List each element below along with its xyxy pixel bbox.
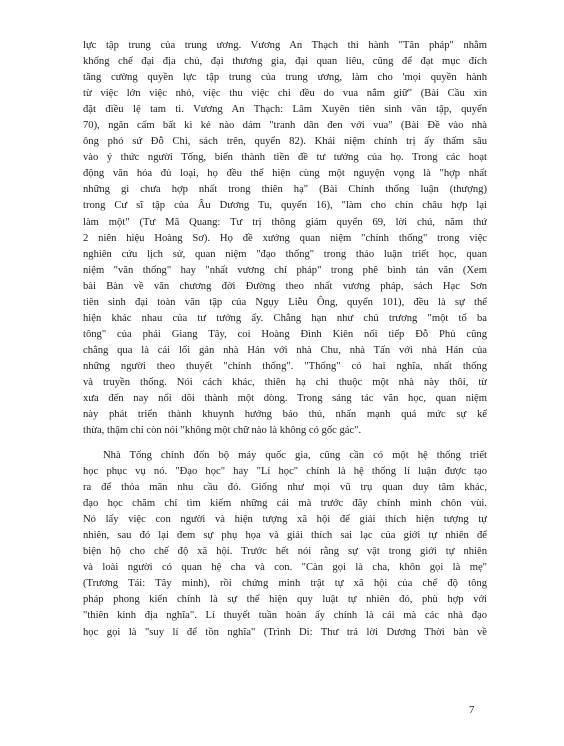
text-line: tăng cường quyền lực tập trung của trung ương, làm cho 'mọi quyền hành [83, 72, 487, 84]
text-line: hiện khác nhau của tư tưởng ấy. Chẳng hạn như chủ trương "một tổ ba [83, 312, 487, 324]
text-line: tiên sinh đại toàn văn tập của Ngụy Liễu Ông, quyển 101), đều là sự thể [83, 296, 487, 308]
text-line: niệm "văn thống" hay "nhất vương chỉ pháp" trong phê bình tản văn (Xem [83, 264, 487, 276]
text-line: "thiên kinh địa nghĩa". Lí thuyết tuần hoàn ấy chính là cái mà các nhà đạo [83, 610, 487, 622]
text-line: nghiên cứu lịch sử, quan niệm "đạo thống" trong thảo luận triết học, quan [83, 248, 487, 260]
text-line: tông" của phái Giang Tây, coi Hoàng Đình Kiên nối tiếp Đỗ Phủ cũng [83, 328, 487, 340]
text-line: làm một" (Tư Mã Quang: Tư trị thông giám quyển 69, lời chú, năm thứ [83, 216, 487, 228]
text-line: pháp phong kiến chính là sự thể hiện quy luật tự nhiên đó, phù hợp với [83, 594, 487, 606]
text-line: từ việc lớn việc nhỏ, việc thu việc chi đều do vua nắm giữ" (Bài Cầu xin [83, 88, 487, 100]
text-line: (Trương Tái: Tây minh), rồi chứng minh trật tự xã hội của chế độ tông [83, 578, 487, 590]
text-line: những người theo thuyết "chính thống". "Thống" có hai nghĩa, nhất thống [83, 360, 487, 372]
text-line: đạo học chăm chỉ tìm kiếm những cái mà trước đây chính mình chôn vùi. [83, 498, 487, 510]
text-line: nhiên, sau đó lại đem sự phụ họa và giải thích sai lạc của giới tự nhiên để [83, 530, 487, 542]
paragraph-1 [83, 38, 487, 439]
text-line: Nó lấy việc con người và hiện tượng xã hội để giải thích hiện tượng tự [83, 514, 487, 526]
text-line: ra để thỏa mãn nhu cầu đó. Giống như mọi vũ trụ quan duy tâm khác, [83, 482, 487, 494]
text-line: và loài người có quan hệ cha và con. "Càn gọi là cha, khôn gọi là mẹ" [83, 562, 487, 574]
text-line: chẳng qua là cái lối gán nhà Hán với nhà Chu, nhà Tấn với nhà Hán của [83, 344, 487, 356]
text-line: bài Bàn về văn chương đời Đường theo nhất vương pháp, sách Hạc Sơn [83, 280, 487, 292]
text-line: đặt điều lệ tam ti. Vương An Thạch: Lâm Xuyên tiên sinh văn tập, quyển [83, 104, 487, 116]
text-line: thừa, thậm chí còn nói "không một chữ nào là không có gốc gác". [83, 425, 362, 437]
text-line: biện hộ cho chế độ xã hội. Trước hết nói rằng sự vật trong giới tự nhiên [83, 546, 487, 558]
text-line: và truyền thống. Nói cách khác, thiên hạ chỉ thuộc một nhà này thôi, từ [83, 376, 487, 388]
paragraph-2 [83, 448, 487, 641]
text-line: vào ý thức người Tống, biến thành tiền đề tư tưởng của họ. Trong các hoạt [83, 152, 487, 164]
text-line: trong Cư sĩ tập của Âu Dương Tu, quyển 16), "làm cho chín châu hợp lại [83, 200, 487, 212]
page-number: 7 [469, 704, 475, 716]
text-line: 70), ngăn cấm bất kì kẻ nào dám "tranh dân đen với vua" (Bài Đề vào nhà [83, 120, 487, 132]
text-line: những gì chưa hợp nhất trong thiên hạ" (Bài Chính thống luận (thượng) [83, 184, 487, 196]
text-line: học gọi là "suy lí để tồn nghĩa" (Trình Di: Thư trả lời Dương Thời bàn về [83, 626, 487, 638]
text-line: lực tập trung của trung ương. Vương An Thạch thi hành "Tân pháp" nhằm [83, 40, 487, 51]
text-line: này phát triển thành khuynh hướng bảo thủ, nhấn mạnh quá mức sự kế [83, 409, 487, 421]
text-line: khống chế đại địa chủ, đại thương gia, đại quan liêu, cũng để đạt mục đích [83, 56, 487, 68]
text-line: ông phó sứ Đỗ Chỉ, sách trên, quyển 82). Khái niệm chính trị ấy thấm sâu [83, 136, 487, 148]
text-line: Nhà Tống chỉnh đốn bộ máy quốc gia, cũng cần có một hệ thống triết [103, 450, 487, 461]
text-line: động văn hóa đủ loại, họ đều thể hiện cùng một nguyện vọng là "hợp nhất [83, 168, 487, 180]
text-line: xưa đến nay nối dõi thành một dòng. Trong sáng tác văn học, quan niệm [83, 393, 487, 405]
text-line: học phục vụ nó. "Đạo học" hay "Lí học" chính là hệ thống lí luận được tạo [83, 466, 487, 478]
text-line: 2 niên hiệu Hoàng Sơ). Họ đề xướng quan niệm "chính thống" trong việc [83, 232, 487, 244]
